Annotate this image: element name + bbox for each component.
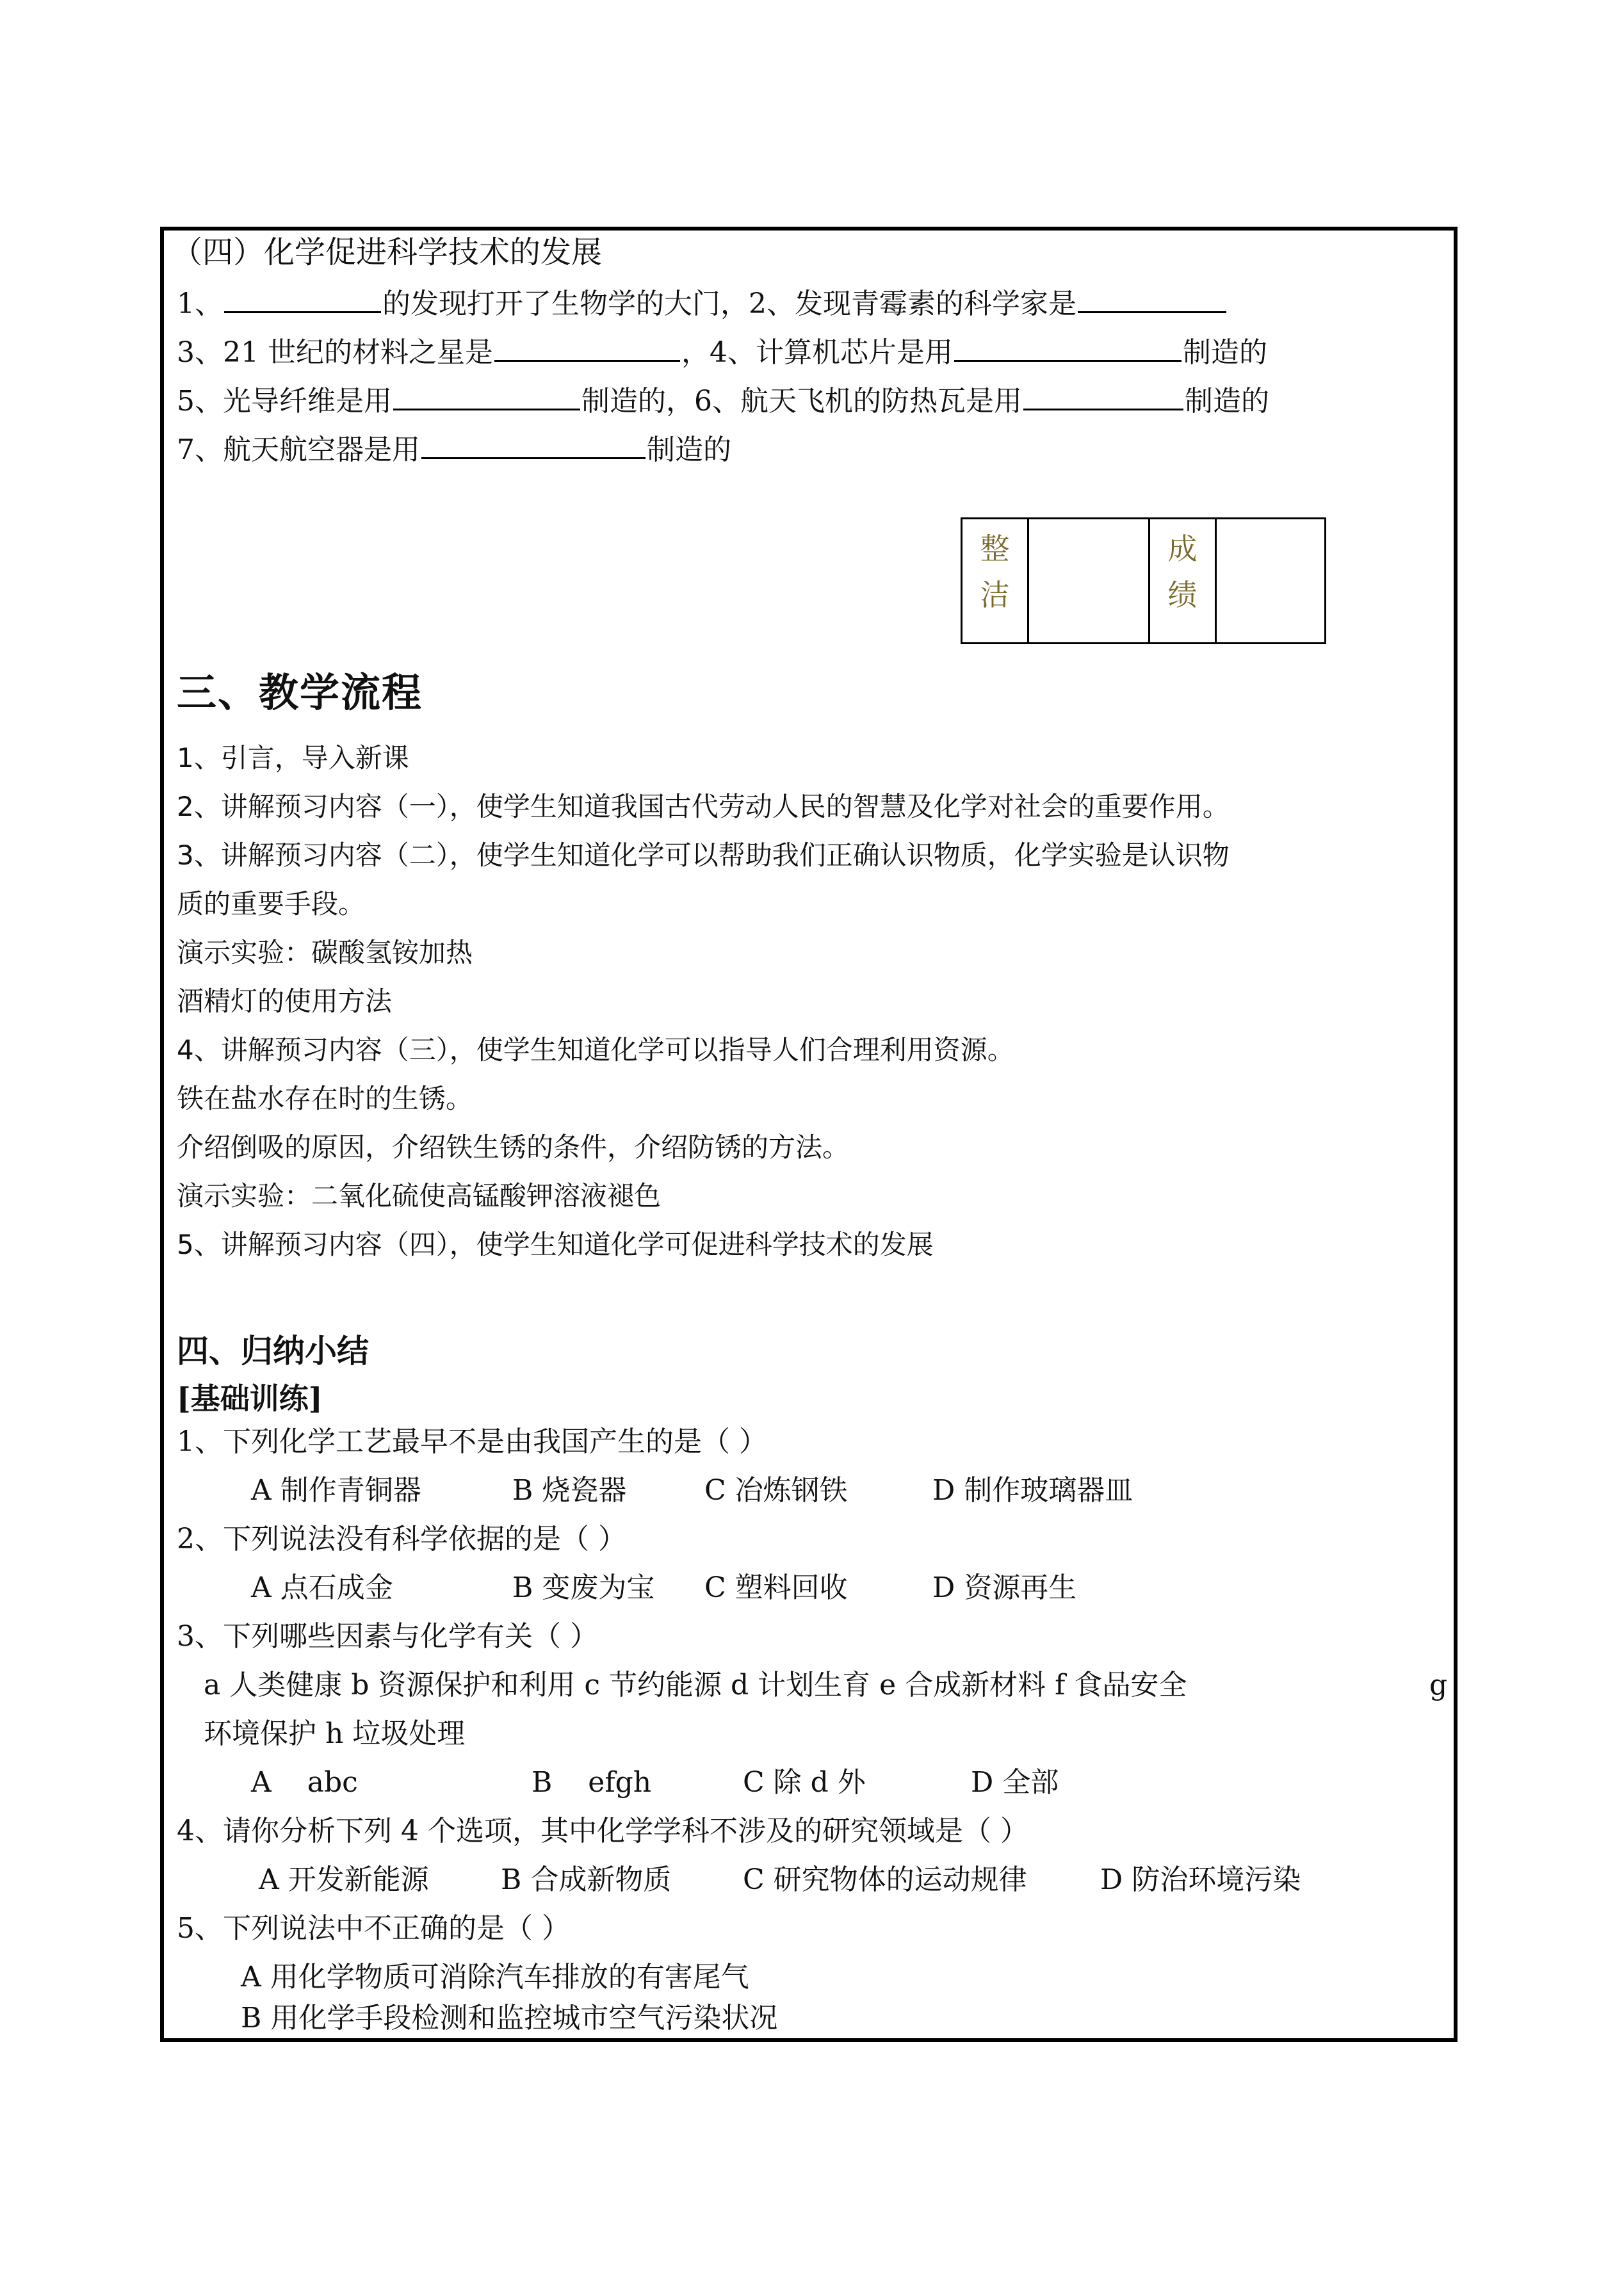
teaching-line: 铁在盐水存在时的生锈。	[177, 1083, 473, 1114]
teaching-line: 演示实验：碳酸氢铵加热	[177, 937, 473, 968]
answer-blank[interactable]	[393, 383, 580, 410]
summary-heading: 四、归纳小结	[177, 1332, 369, 1370]
teaching-line: 酒精灯的使用方法	[177, 985, 393, 1017]
fill-line-7: 7、航天航空器是用 制造的	[177, 432, 731, 468]
fill-line-1: 1、 的发现打开了生物学的大门，2、发现青霉素的科学家是	[177, 286, 1228, 322]
teaching-line: 演示实验：二氧化硫使高锰酸钾溶液褪色	[177, 1180, 662, 1212]
q3-option-b[interactable]: B efgh	[532, 1766, 652, 1799]
q4-option-a[interactable]: A 开发新能源	[259, 1863, 429, 1896]
question-5: 5、下列说法中不正确的是（ ）	[177, 1912, 570, 1945]
q2-option-c[interactable]: C 塑料回收	[704, 1571, 848, 1604]
teaching-line: 2、讲解预习内容（一），使学生知道我国古代劳动人民的智慧及化学对社会的重要作用。	[177, 791, 1230, 822]
teaching-line: 1、引言，导入新课	[177, 742, 409, 774]
teaching-line: 介绍倒吸的原因，介绍铁生锈的条件，介绍防锈的方法。	[177, 1131, 850, 1163]
q2-option-b[interactable]: B 变废为宝	[512, 1571, 655, 1604]
answer-blank[interactable]	[494, 334, 680, 362]
question-4: 4、请你分析下列 4 个选项，其中化学学科不涉及的研究领域是（ ）	[177, 1815, 1028, 1847]
q2-option-d[interactable]: D 资源再生	[932, 1571, 1077, 1604]
q5-option-a[interactable]: A 用化学物质可消除汽车排放的有害尾气	[241, 1961, 749, 1993]
score-label-neatness: 整洁	[962, 519, 1028, 644]
q3-items-g: g	[1429, 1669, 1448, 1701]
answer-blank[interactable]	[224, 286, 381, 313]
q3-items-line1: a 人类健康 b 资源保护和利用 c 节约能源 d 计划生育 e 合成新材料 f 食品安全	[204, 1669, 1187, 1701]
fill-line-3: 3、21 世纪的材料之星是 ，4、计算机芯片是用 制造的	[177, 334, 1267, 371]
score-table	[961, 517, 1326, 644]
question-2: 2、下列说法没有科学依据的是（ ）	[177, 1523, 626, 1555]
score-cell-neatness[interactable]	[1028, 519, 1149, 644]
q4-option-d[interactable]: D 防治环境污染	[1100, 1863, 1301, 1896]
q1-option-a[interactable]: A 制作青铜器	[251, 1474, 421, 1507]
q3-option-a[interactable]: A abc	[251, 1766, 358, 1799]
question-3: 3、下列哪些因素与化学有关（ ）	[177, 1620, 598, 1653]
answer-blank[interactable]	[954, 334, 1181, 362]
q1-option-d[interactable]: D 制作玻璃器皿	[932, 1474, 1133, 1507]
answer-blank[interactable]	[1078, 286, 1226, 313]
fill-line-5: 5、光导纤维是用 制造的，6、航天飞机的防热瓦是用 制造的	[177, 383, 1269, 419]
section4-heading: （四）化学促进科学技术的发展	[172, 234, 603, 270]
q3-option-c[interactable]: C 除 d 外	[743, 1766, 866, 1799]
teaching-line: 4、讲解预习内容（三），使学生知道化学可以指导人们合理利用资源。	[177, 1034, 1014, 1066]
q1-option-c[interactable]: C 冶炼钢铁	[704, 1474, 848, 1507]
answer-blank[interactable]	[1023, 383, 1183, 410]
teaching-line: 5、讲解预习内容（四），使学生知道化学可促进科学技术的发展	[177, 1229, 934, 1260]
question-1: 1、下列化学工艺最早不是由我国产生的是（ ）	[177, 1425, 767, 1458]
q4-option-b[interactable]: B 合成新物质	[501, 1863, 672, 1896]
teaching-line: 质的重要手段。	[177, 888, 366, 920]
score-label-grade: 成绩	[1149, 519, 1216, 644]
q1-option-b[interactable]: B 烧瓷器	[512, 1474, 627, 1507]
answer-blank[interactable]	[421, 432, 646, 459]
q2-option-a[interactable]: A 点石成金	[251, 1571, 393, 1604]
teaching-line: 3、讲解预习内容（二），使学生知道化学可以帮助我们正确认识物质，化学实验是认识物	[177, 839, 1230, 871]
q3-items-line2: 环境保护 h 垃圾处理	[204, 1717, 466, 1750]
q4-option-c[interactable]: C 研究物体的运动规律	[743, 1863, 1027, 1896]
teaching-heading: 三、教学流程	[177, 669, 423, 716]
basic-training-tag: [基础训练]	[177, 1381, 323, 1416]
q5-option-b[interactable]: B 用化学手段检测和监控城市空气污染状况	[241, 2002, 778, 2034]
score-cell-grade[interactable]	[1216, 519, 1326, 644]
q3-option-d[interactable]: D 全部	[971, 1766, 1059, 1799]
